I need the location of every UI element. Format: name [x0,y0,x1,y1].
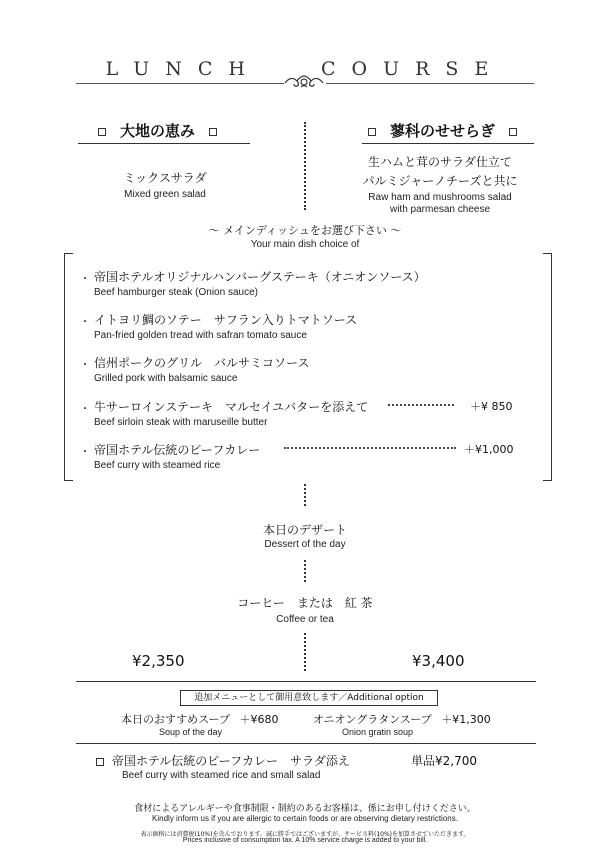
single-item [96,752,350,769]
divider-dots [304,560,308,582]
main-choice-heading [0,222,610,250]
main-list-bracket-right [543,253,552,481]
main-dish-en: Grilled pork with balsamic sauce [94,373,238,384]
additional-option-heading: 追加メニューとして御用意致します／Additional option [180,690,438,706]
course-price-left: ¥2,350 [132,652,185,670]
bullet-dot: ・ [80,360,90,371]
single-item-price: 単品¥2,700 [411,754,477,768]
single-item-jp: 帝国ホテル伝統のビーフカレー サラダ添え [111,754,350,768]
main-dish-jp: 帝国ホテルオリジナルハンバーグステーキ（オニオンソース） [94,270,426,284]
main-dish-en: Pan-fried golden tread with safran tomato sauce [94,330,307,341]
drink-en: Coffee or tea [276,614,334,625]
dessert-en: Dessert of the day [264,539,346,550]
addon-soup-price: ＋¥680 [239,713,279,726]
main-list-bracket-left [64,253,73,481]
addon-gratin-price: ＋¥1,300 [441,713,491,726]
main-dish-jp: 牛サーロインステーキ マルセイユバターを添えて [94,400,369,414]
square-bullet-icon [98,128,106,136]
course-tag-left [84,120,231,141]
main-choice-heading-jp: ～ メインディッシュをお選び下さい ～ [208,224,402,237]
title-word-course: COURSE [321,58,505,80]
main-dish-en: Beef hamburger steak (Onion sauce) [94,287,258,298]
square-bullet-icon [209,128,217,136]
main-dish-price: ＋¥ 850 [470,400,513,413]
main-dish-en: Beef curry with steamed rice [94,460,221,471]
addon-soup [121,711,279,727]
addon-soup-en: Soup of the day [159,727,223,737]
main-dish-jp: 信州ポークのグリル バルサミコソース [94,356,310,370]
bullet-dot: ・ [80,447,90,458]
bullet-dot: ・ [80,404,90,415]
tax-note-en: Prices inclusive of consumption tax. A 10% service charge is added to your bill. [182,837,428,844]
addon-soup-jp: 本日のおすすめスープ [121,713,231,726]
addon-gratin [313,711,491,727]
starter-left [90,169,240,200]
dessert [0,521,610,550]
starter-right-jp-2: パルミジャーノチーズと共に [362,174,518,188]
course-tag-right [354,120,531,141]
starter-right-jp-1: 生ハムと茸のサラダ仕立て [368,155,512,169]
single-item-en: Beef curry with steamed rice and small salad [122,770,321,781]
divider-dots [304,633,308,671]
course-name-left: 大地の恵み [120,122,196,140]
section-rule [76,681,536,682]
tax-note-jp: 表示価格には消費税(10%)を含んでおります。誠に勝手ではございますが、サービス料(10%)を加算させていただきます。 [140,831,470,838]
starter-right-en-1: Raw ham and mushrooms salad [368,192,512,203]
dessert-jp: 本日のデザート [262,523,347,537]
section-rule [76,743,536,744]
course-tag-left-underline [78,143,250,144]
title-word-lunch: LUNCH [105,58,261,80]
addon-gratin-jp: オニオングラタンスープ [313,713,432,726]
price-leader-dots [388,404,454,406]
course-name-right: 蓼科のせせらぎ [390,122,496,140]
addon-gratin-en: Onion gratin soup [342,727,414,737]
allergy-note-jp: 食材によるアレルギーや食事制限・制約のあるお客様は、係にお申し付けください。 [134,804,476,814]
course-tag-right-underline [362,143,534,144]
header-rule-right [326,83,534,84]
square-bullet-icon [368,128,376,136]
allergy-note-en: Kindly inform us if you are allergic to certain foods or are observing dietary restrictions. [152,814,458,823]
course-price-right: ¥3,400 [412,652,465,670]
square-bullet-icon [509,128,517,136]
bullet-dot: ・ [80,317,90,328]
price-leader-dots [284,447,456,449]
main-dish-jp: 帝国ホテル伝統のビーフカレー [94,443,261,457]
divider-dots [304,484,308,506]
starter-right-en-2: with parmesan cheese [389,204,491,215]
main-dish-en: Beef sirloin steak with maruseille butter [94,417,268,428]
drink [0,594,610,625]
header-rule-left [76,83,284,84]
divider-dots [304,122,308,210]
main-dish-price: ＋¥1,000 [464,443,514,456]
bullet-dot: ・ [80,274,90,285]
starter-left-jp: ミックスサラダ [123,171,207,185]
square-bullet-icon [96,758,104,766]
starter-left-en: Mixed green salad [124,189,206,200]
scroll-ornament-icon [283,67,325,89]
drink-jp: コーヒー または 紅 茶 [237,596,373,610]
main-choice-heading-en: Your main dish choice of [250,239,360,250]
starter-right [340,153,540,215]
main-dish-jp: イトヨリ鯛のソテー サフラン入りトマトソース [94,313,358,327]
